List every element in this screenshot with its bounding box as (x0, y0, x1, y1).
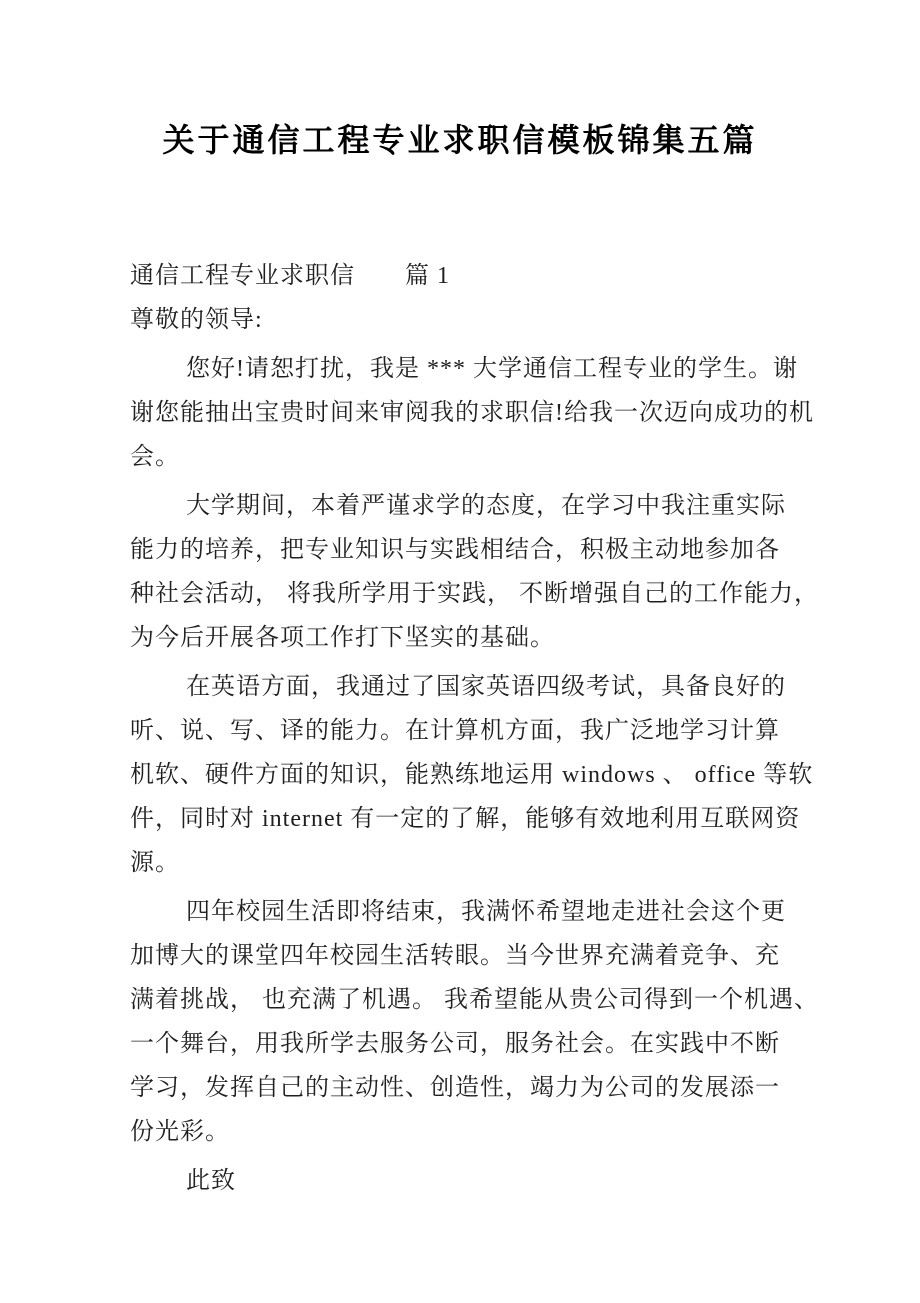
salutation: 尊敬的领导: (130, 307, 263, 333)
paragraph (130, 665, 825, 885)
document-body (0, 254, 920, 1203)
section-heading: 通信工程专业求职信 篇 1 (130, 263, 450, 289)
body-line: 源。 (130, 850, 180, 876)
body-line: 机软、硬件方面的知识，能熟练地运用 windows 、 office 等软 (130, 762, 814, 788)
body-line: 在英语方面，我通过了国家英语四级考试，具备良好的 (186, 674, 786, 700)
body-line: 学习，发挥自己的主动性、创造性，竭力为公司的发展添一 (130, 1075, 780, 1101)
body-line: 谢您能抽出宝贵时间来审阅我的求职信!给我一次迈向成功的机 (130, 400, 814, 426)
paragraphs (130, 347, 825, 1203)
body-line: 大学期间，本着严谨求学的态度，在学习中我注重实际 (186, 493, 786, 519)
paragraph (130, 484, 825, 660)
body-line: 能力的培养，把专业知识与实践相结合，积极主动地参加各 (130, 537, 780, 563)
body-line: 份光彩。 (130, 1119, 230, 1145)
paragraph (130, 347, 825, 479)
body-line: 此致 (186, 1168, 236, 1194)
body-line: 会。 (130, 444, 180, 470)
body-line: 一个舞台，用我所学去服务公司，服务社会。在实践中不断 (130, 1031, 780, 1057)
body-line: 听、说、写、译的能力。在计算机方面，我广泛地学习计算 (130, 718, 780, 744)
body-line: 加博大的课堂四年校园生活转眼。当今世界充满着竞争、充 (130, 943, 780, 969)
body-line: 件，同时对 internet 有一定的了解，能够有效地利用互联网资 (130, 806, 801, 832)
body-line: 四年校园生活即将结束，我满怀希望地走进社会这个更 (186, 899, 786, 925)
paragraph (130, 890, 825, 1154)
body-line: 您好!请恕打扰，我是 *** 大学通信工程专业的学生。谢 (186, 356, 798, 382)
body-line: 种社会活动， 将我所学用于实践， 不断增强自己的工作能力， (130, 581, 819, 607)
paragraph (130, 1159, 825, 1203)
body-line: 满着挑战， 也充满了机遇。 我希望能从贵公司得到一个机遇、 (130, 987, 819, 1013)
page-title: 关于通信工程专业求职信模板锦集五篇 (162, 122, 758, 158)
body-line: 为今后开展各项工作打下坚实的基础。 (130, 625, 555, 651)
